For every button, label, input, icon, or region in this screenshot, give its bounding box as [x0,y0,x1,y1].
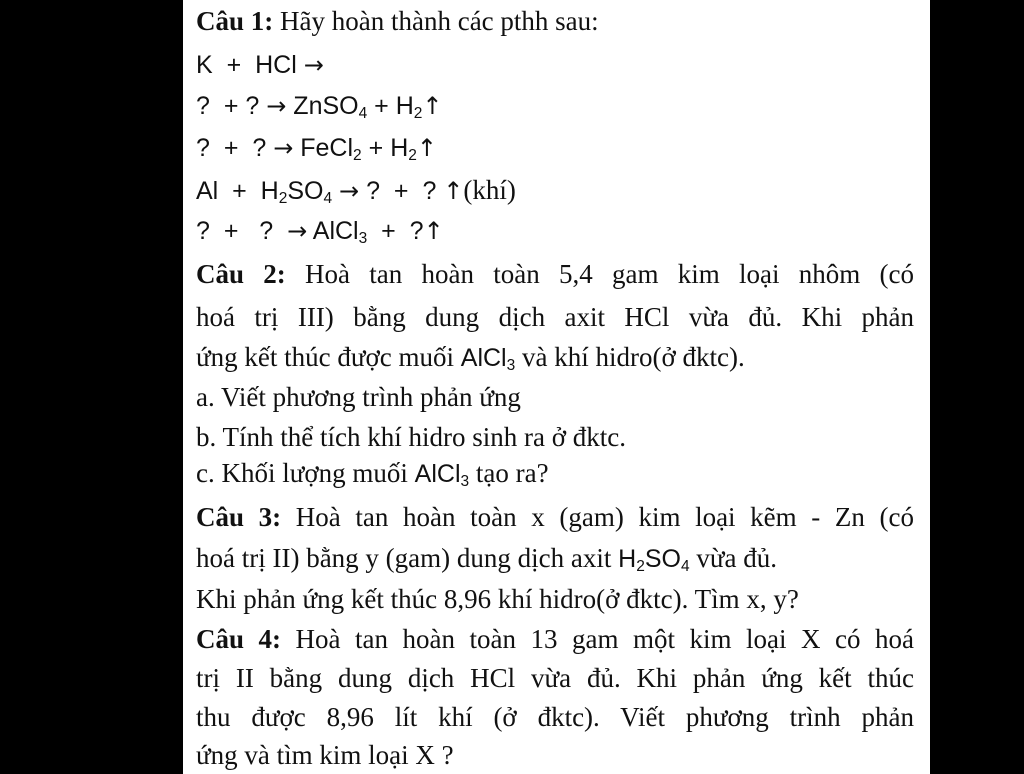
eq3-up-arrow-icon: ↑ [416,134,437,162]
eq2-product-1: ZnSO4 [293,92,368,123]
q4-line-4: ứng và tìm kim loại X ? [196,740,454,770]
eq1-plus: + [226,51,242,79]
q2-heading: Câu 2: [196,259,286,289]
q4-line-3: thu được 8,96 lít khí (ở đktc). Viết phương trình phản [196,702,914,732]
eq1-reactant-2: HCl [255,51,297,79]
eq3-unknown-2: ? [252,134,267,162]
eq4-plus-1: + [232,177,247,205]
eq5-unknown-1: ? [196,217,210,245]
document-page [183,0,930,774]
q2-part-a: a. Viết phương trình phản ứng [196,382,521,412]
eq2-unknown-1: ? [196,92,210,120]
q3-line-2: hoá trị II) bằng y (gam) dung dịch axit H2SO4 vừa đủ. [196,543,777,576]
eq4-up-arrow-icon: ↑ [443,177,464,205]
eq4-note: (khí) [463,175,516,205]
eq5-unknown-2: ? [259,217,274,245]
equation-3 [196,131,914,165]
q3-heading: Câu 3: [196,502,282,532]
equation-2 [196,89,914,123]
eq1-arrow-icon: → [303,51,324,79]
eq4-unknown-2: ? [422,177,437,205]
eq3-arrow-icon: → [273,134,294,162]
eq2-up-arrow-icon: ↑ [422,92,443,120]
eq5-product-1: AlCl3 [312,217,368,248]
equation-1 [196,48,914,82]
q2-line-3: ứng kết thúc được muối AlCl3 và khí hidro(ở đktc). [196,342,745,375]
q1-title-line [196,4,914,38]
eq2-product-2: H2 [395,92,423,123]
eq4-reactant-1: Al [196,177,219,205]
eq4-unknown-1: ? [366,177,381,205]
equation-4 [196,173,914,208]
eq5-plus-1: + [223,217,239,245]
q3-acid: H2SO4 [618,545,690,576]
q2-line-2: hoá trị III) bằng dung dịch axit HCl vừa đủ. Khi phản [196,302,914,332]
equation-5 [196,214,914,248]
eq3-plus-2: + [368,134,384,162]
eq3-product-1: FeCl2 [300,134,362,165]
eq5-up-arrow-icon: ↑ [423,217,444,245]
eq4-reactant-2: H2SO4 [260,177,333,208]
eq5-arrow-icon: → [287,217,308,245]
eq3-unknown-1: ? [196,134,210,162]
eq2-plus-1: + [223,92,239,120]
eq5-unknown-3: ? [409,217,424,245]
q3-line-3: Khi phản ứng kết thúc 8,96 khí hidro(ở đktc). Tìm x, y? [196,584,799,614]
eq2-arrow-icon: → [266,92,287,120]
q2-c-salt: AlCl3 [414,460,470,491]
q1-heading: Câu 1: [196,6,274,36]
eq5-plus-2: + [381,217,396,245]
eq3-product-2: H2 [390,134,417,165]
q2-part-c: c. Khối lượng muối AlCl3 tạo ra? [196,458,549,491]
q3-line-1: Câu 3: Hoà tan hoàn toàn x (gam) kim loại kẽm - Zn (có [196,502,915,532]
q4-line-1: Câu 4: Hoà tan hoàn toàn 13 gam một kim loại X có hoá [196,624,914,654]
eq3-plus-1: + [223,134,239,162]
eq2-plus-2: + [374,92,389,120]
eq4-arrow-icon: → [339,177,360,205]
eq1-reactant-1: K [196,51,213,79]
q4-heading: Câu 4: [196,624,282,654]
q2-part-b: b. Tính thể tích khí hidro sinh ra ở đktc. [196,422,626,452]
eq2-unknown-2: ? [245,92,260,120]
q4-line-2: trị II bằng dung dịch HCl vừa đủ. Khi phản ứng kết thúc [196,663,914,693]
eq4-plus-2: + [393,177,409,205]
q2-line-1: Câu 2: Hoà tan hoàn toàn 5,4 gam kim loại nhôm (có [196,259,914,289]
q1-prompt: Hãy hoàn thành các pthh sau: [280,6,599,36]
q2-salt: AlCl3 [460,344,516,375]
